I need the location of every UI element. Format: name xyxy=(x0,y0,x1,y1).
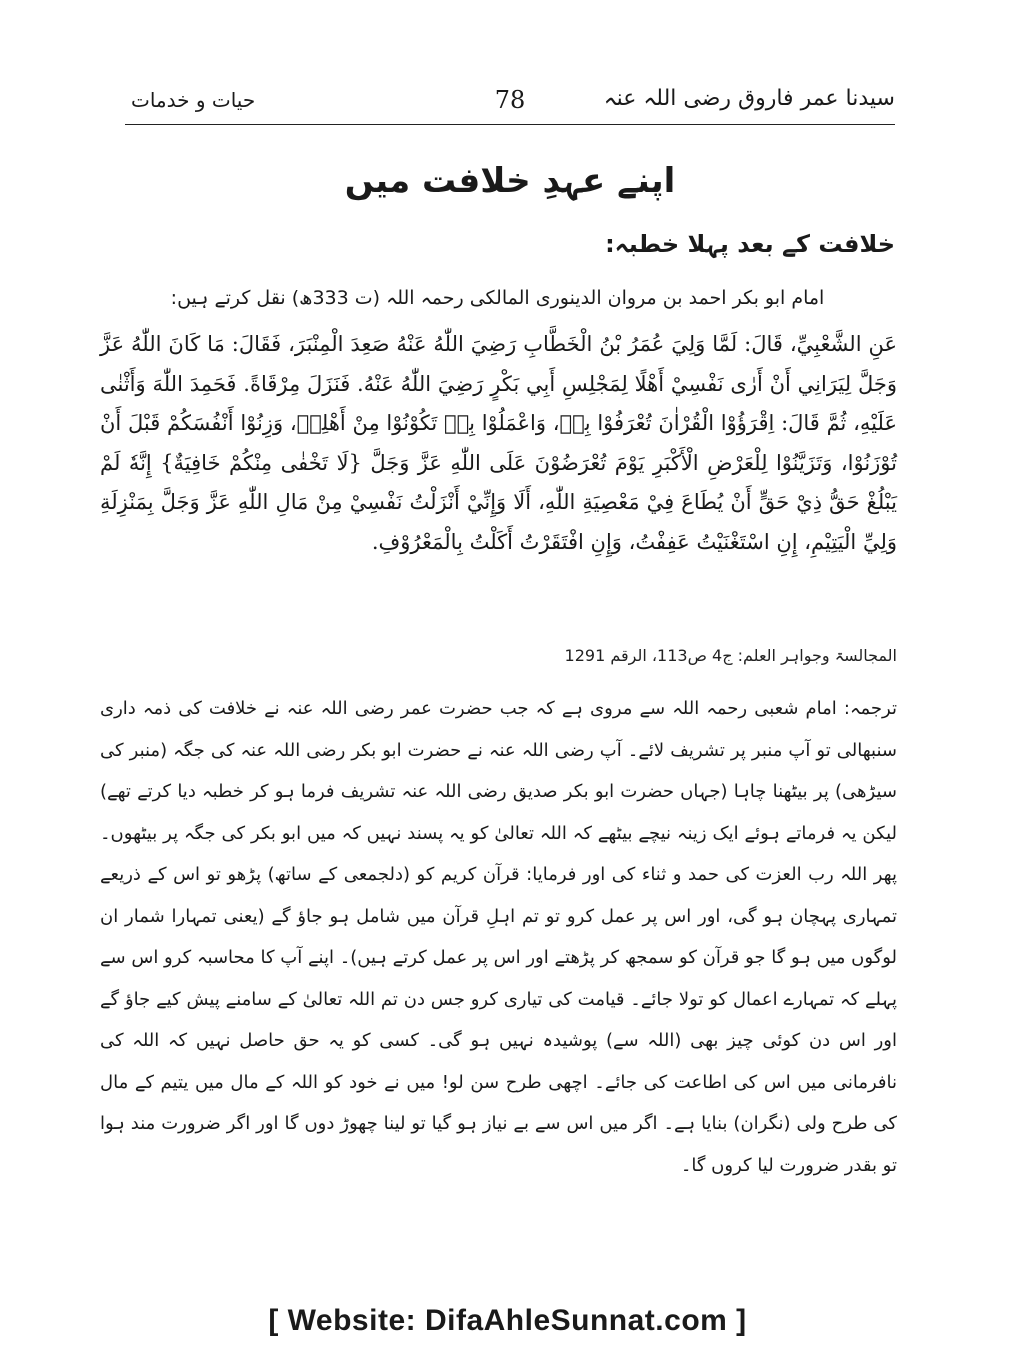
book-title: سیدنا عمر فاروق رضی اللہ عنہ xyxy=(603,86,895,111)
page-number: 78 xyxy=(494,86,526,114)
section-title: حیات و خدمات xyxy=(131,88,256,112)
translation-paragraph xyxy=(100,688,897,1186)
page-header xyxy=(125,82,895,125)
reference-citation: المجالسۃ وجواہر العلم: ج4 ص113، الرقم 1291 xyxy=(564,646,897,665)
translation-text: امام شعبی رحمہ اللہ سے مروی ہے کہ جب حضرت عمر رضی اللہ عنہ نے خلافت کی ذمہ داری سنبھالی تو آپ منبر پر تشریف لائے۔ آپ رضی اللہ عنہ نے حضرت ابو بکر رضی اللہ عنہ کی جگہ (منبر کی سیڑھی) پر بیٹھنا چاہا (جہاں حضرت ابو بکر صدیق رضی اللہ عنہ تشریف فرما ہو کر خطبہ دیا کرتے تھے) لیکن یہ فرماتے ہوئے ایک زینہ نیچے بیٹھے کہ اللہ تعالیٰ کو یہ پسند نہیں کہ میں ابو بکر کی جگہ پر بیٹھوں۔ پھر اللہ رب العزت کی حمد و ثناء کی اور فرمایا: قرآن کریم کو (دلجمعی کے ساتھ) پڑھو تو اس کے ذریعے تمہاری پہچان ہو گی، اور اس پر عمل کرو تو تم اہلِ قرآن میں شامل ہو جاؤ گے (یعنی تمہارا شمار ان لوگوں میں ہو گا جو قرآن کو سمجھ کر پڑھتے اور اس پر عمل کرتے ہیں)۔ اپنے آپ کا محاسبہ کرو اس سے پہلے کہ تمہارے اعمال کو تولا جائے۔ قیامت کی تیاری کرو جس دن تم اللہ تعالیٰ کے سامنے پیش کیے جاؤ گے اور اس دن کوئی چیز بھی (اللہ سے) پوشیدہ نہیں ہو گی۔ کسی کو یہ حق حاصل نہیں کہ اللہ کی نافرمانی میں اس کی اطاعت کی جائے۔ اچھی طرح سن لو! میں نے خود کو اللہ کے مال میں یتیم کے مال کی طرح ولی (نگران) بنایا ہے۔ اگر میں اس سے بے نیاز ہو گیا تو لینا چھوڑ دوں گا اور اگر ضرورت مند ہوا تو بقدر ضرورت لیا کروں گا۔ xyxy=(100,698,897,1176)
website-footer: [ Website: DifaAhleSunnat.com ] xyxy=(268,1304,747,1337)
chapter-title: اپنے عہدِ خلافت میں xyxy=(344,161,676,201)
arabic-text: عَنِ الشَّعْبِيِّ، قَالَ: لَمَّا وَلِيَ عُمَرُ بْنُ الْخَطَّابِ رَضِيَ اللّٰهُ عَنْهُ صَعِدَ الْمِنْبَرَ، فَقَالَ: مَا كَانَ اللّٰهُ عَزَّ وَجَلَّ لِيَرَانِي أَنْ أَرٰى نَفْسِيْ أَهْلًا لِمَجْلِسِ أَبِي بَكْرٍ رَضِيَ اللّٰهُ عَنْهُ. فَنَزَلَ مِرْقَاةً. فَحَمِدَ اللّٰهَ وَأَثْنٰى عَلَيْهِ، ثُمَّ قَالَ: اِقْرَؤُوْا الْقُرْاٰنَ تُعْرَفُوْا بِهٖ، وَاعْمَلُوْا بِهٖ تَكُوْنُوْا مِنْ أَهْلِهٖ، وَزِنُوْا أَنْفُسَكُمْ قَبْلَ أَنْ تُوْزَنُوْا، وَتَزَيَّنُوْا لِلْعَرْضِ الْأَكْبَرِ يَوْمَ تُعْرَضُوْنَ عَلَى اللّٰهِ عَزَّ وَجَلَّ {لَا تَخْفٰى مِنْكُمْ خَافِيَةٌ} إِنَّهٗ لَمْ يَبْلُغْ حَقُّ ذِيْ حَقٍّ أَنْ يُطَاعَ فِيْ مَعْصِيَةِ اللّٰهِ، أَلَا وَإِنِّيْ أَنْزَلْتُ نَفْسِيْ مِنْ مَالِ اللّٰهِ عَزَّ وَجَلَّ بِمَنْزِلَةِ وَلِيِّ الْيَتِيْمِ، إِنِ اسْتَغْنَيْتُ عَفِفْتُ، وَإِنِ افْتَقَرْتُ أَكَلْتُ بِالْمَعْرُوْفِ. xyxy=(100,332,897,554)
translation-label: ترجمہ: xyxy=(843,698,897,719)
section-heading: خلافت کے بعد پہلا خطبہ: xyxy=(605,230,895,258)
intro-line: امام ابو بکر احمد بن مروان الدینوری المالکی رحمہ اللہ (ت 333ھ) نقل کرتے ہیں: xyxy=(170,287,825,309)
